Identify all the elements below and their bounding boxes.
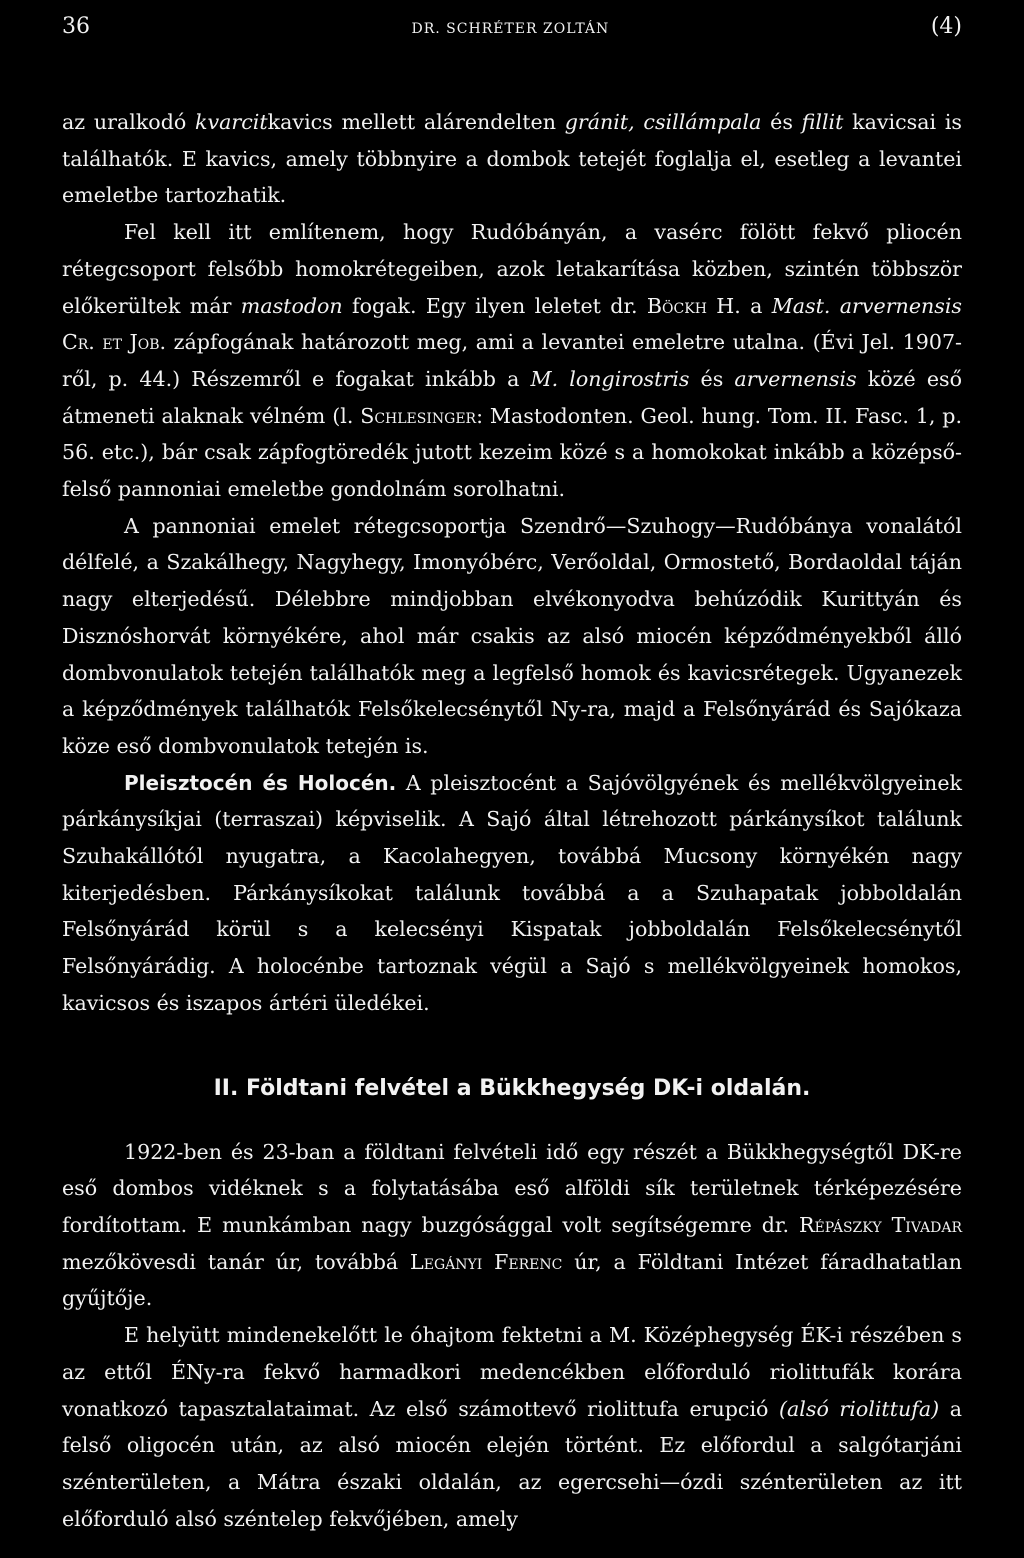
- text-run: közé eső átmeneti alaknak vélném (l.: [62, 366, 962, 428]
- italic-term: arvernensis: [734, 366, 857, 391]
- text-run: A pleisztocént a Sajóvölgyének és mellékvölgyeinek párkánysíkjai (terraszai) képviselik. A Sajó által létrehozott párkánysíkot találunk Szuhakállótól nyugatra, a Kacolahegyen, továbbá Mucsony környékén nagy kiterjedésben. Párkánysíkokat találunk továbbá a a Szuhapatak jobboldalán Felsőnyárád körül s a kelecsényi Kispatak jobboldalán Felsőkelecsénytől Felsőnyárádig. A holocénbe tartoznak végül a Sajó s mellékvölgyeinek homokos, kavicsos és iszapos ártéri üledékei.: [62, 770, 962, 1015]
- text-run: mezőkövesdi tanár úr, továbbá: [62, 1249, 411, 1274]
- text-run: zápfogának határozott meg, ami a levantei emeletre utalna. (Évi Jel. 1907-ről, p. 44.) Részemről e fogakat inkább a: [62, 330, 963, 391]
- text-run: a felső oligocén után, az alsó miocén elején történt. Ez előfordul a salgótarjáni szénterületen, a Mátra északi oldalán, az egercsehi—ózdi szénterületen az itt előforduló alsó széntelep fekvőjében, amely: [62, 1396, 962, 1531]
- text-run: 1922-ben és 23-ban a földtani felvételi idő egy részét a Bükkhegységtől DK-re eső dombos vidéknek s a folytatásába eső alföldi sík területnek térképezésére fordítottam. E munkámban nagy buzgósággal volt segítségemre dr.: [62, 1139, 962, 1237]
- text-run: és: [689, 366, 735, 391]
- part-number: (4): [930, 14, 962, 39]
- text-run: az uralkodó: [62, 110, 196, 134]
- italic-term: M. longirostris: [530, 366, 690, 391]
- author-name: Cr. et Job.: [62, 330, 167, 355]
- running-head-author: DR. SCHRÉTER ZOLTÁN: [411, 21, 610, 37]
- text-run: : Mastodonten. Geol. hung. Tom. II. Fasc. 1, p. 56. etc.), bár csak zápfogtöredék jutott kezeim közé s a homokokat inkább a középső-felső pannoniai emeletbe gondolnám sorolhatni.: [62, 403, 962, 502]
- page-number: 36: [62, 14, 90, 39]
- text-run: fogak. Egy ilyen leletet dr.: [342, 293, 647, 318]
- text-run: kavicsai is találhatók. E kavics, amely többnyire a dombok tetejét foglalja el, esetleg a levantei emeletbe tartozhatik.: [62, 110, 962, 208]
- text-run: és: [761, 110, 802, 134]
- text-run: kavics mellett alárendelten: [267, 110, 565, 134]
- text-run: E helyütt mindenekelőtt le óhajtom fektetni a M. Középhegység ÉK-i részében s az ettől ÉNy-ra fekvő harmadkori medencékben előforduló riolittufák korára vonatkozó tapasztalataimat. Az első számottevő riolittufa erupció: [62, 1323, 962, 1421]
- author-name: Böckh: [646, 293, 707, 318]
- italic-term: gránit, csillámpala: [564, 110, 762, 134]
- italic-term: Mast. arvernensis: [771, 293, 962, 318]
- paragraph-2: [62, 214, 962, 508]
- running-head: [62, 14, 962, 72]
- paragraph-3: A pannoniai emelet rétegcsoportja Szendrő—Szuhogy—Rudóbánya vonalától délfelé, a Szakálhegy, Nagyhegy, Imonyóbérc, Verőoldal, Ormostető, Bordaoldal táján nagy elterjedésű. Délebbre mindjobban elvékonyodva behúzódik Kurittyán és Disznóshorvát környékére, ahol már csakis az alsó miocén képződményekből álló dombvonulatok tetején találhatók meg a legfelső homok és kavicsrétegek. Ugyanezek a képződmények találhatók Felsőkelecsénytől Ny-ra, majd a Felsőnyárád és Sajókaza köze eső dombvonulatok tetején is.: [62, 513, 962, 758]
- text-run: úr, a Földtani Intézet fáradhatatlan gyűjtője.: [62, 1249, 963, 1311]
- paragraph-5: [62, 1134, 962, 1318]
- author-name: Legányi Ferenc: [410, 1249, 563, 1274]
- author-name: Schlesinger: [360, 403, 477, 428]
- italic-term: fillit: [801, 110, 844, 134]
- italic-term: (alsó riolittufa): [779, 1396, 940, 1421]
- text-run: Fel kell itt említenem, hogy Rudóbányán, a vasérc fölött fekvő pliocén rétegcsoport felsőbb homokrétegeiben, azok letakarítása közben, szintén többször előkerültek már: [62, 220, 962, 318]
- italic-term: mastodon: [240, 293, 343, 318]
- paragraph-1: [62, 104, 962, 214]
- section-heading: II. Földtani felvétel a Bükkhegység DK-i oldalán.: [213, 1075, 811, 1101]
- author-name: Répászky Tivadar: [799, 1212, 962, 1237]
- text-run: H. a: [706, 293, 772, 318]
- body-text: [62, 104, 962, 1537]
- paragraph-4: [62, 765, 962, 1022]
- paragraph-6: [62, 1317, 962, 1537]
- subsection-heading: Pleisztocén és Holocén.: [124, 770, 397, 795]
- italic-term: kvarcit: [195, 110, 268, 134]
